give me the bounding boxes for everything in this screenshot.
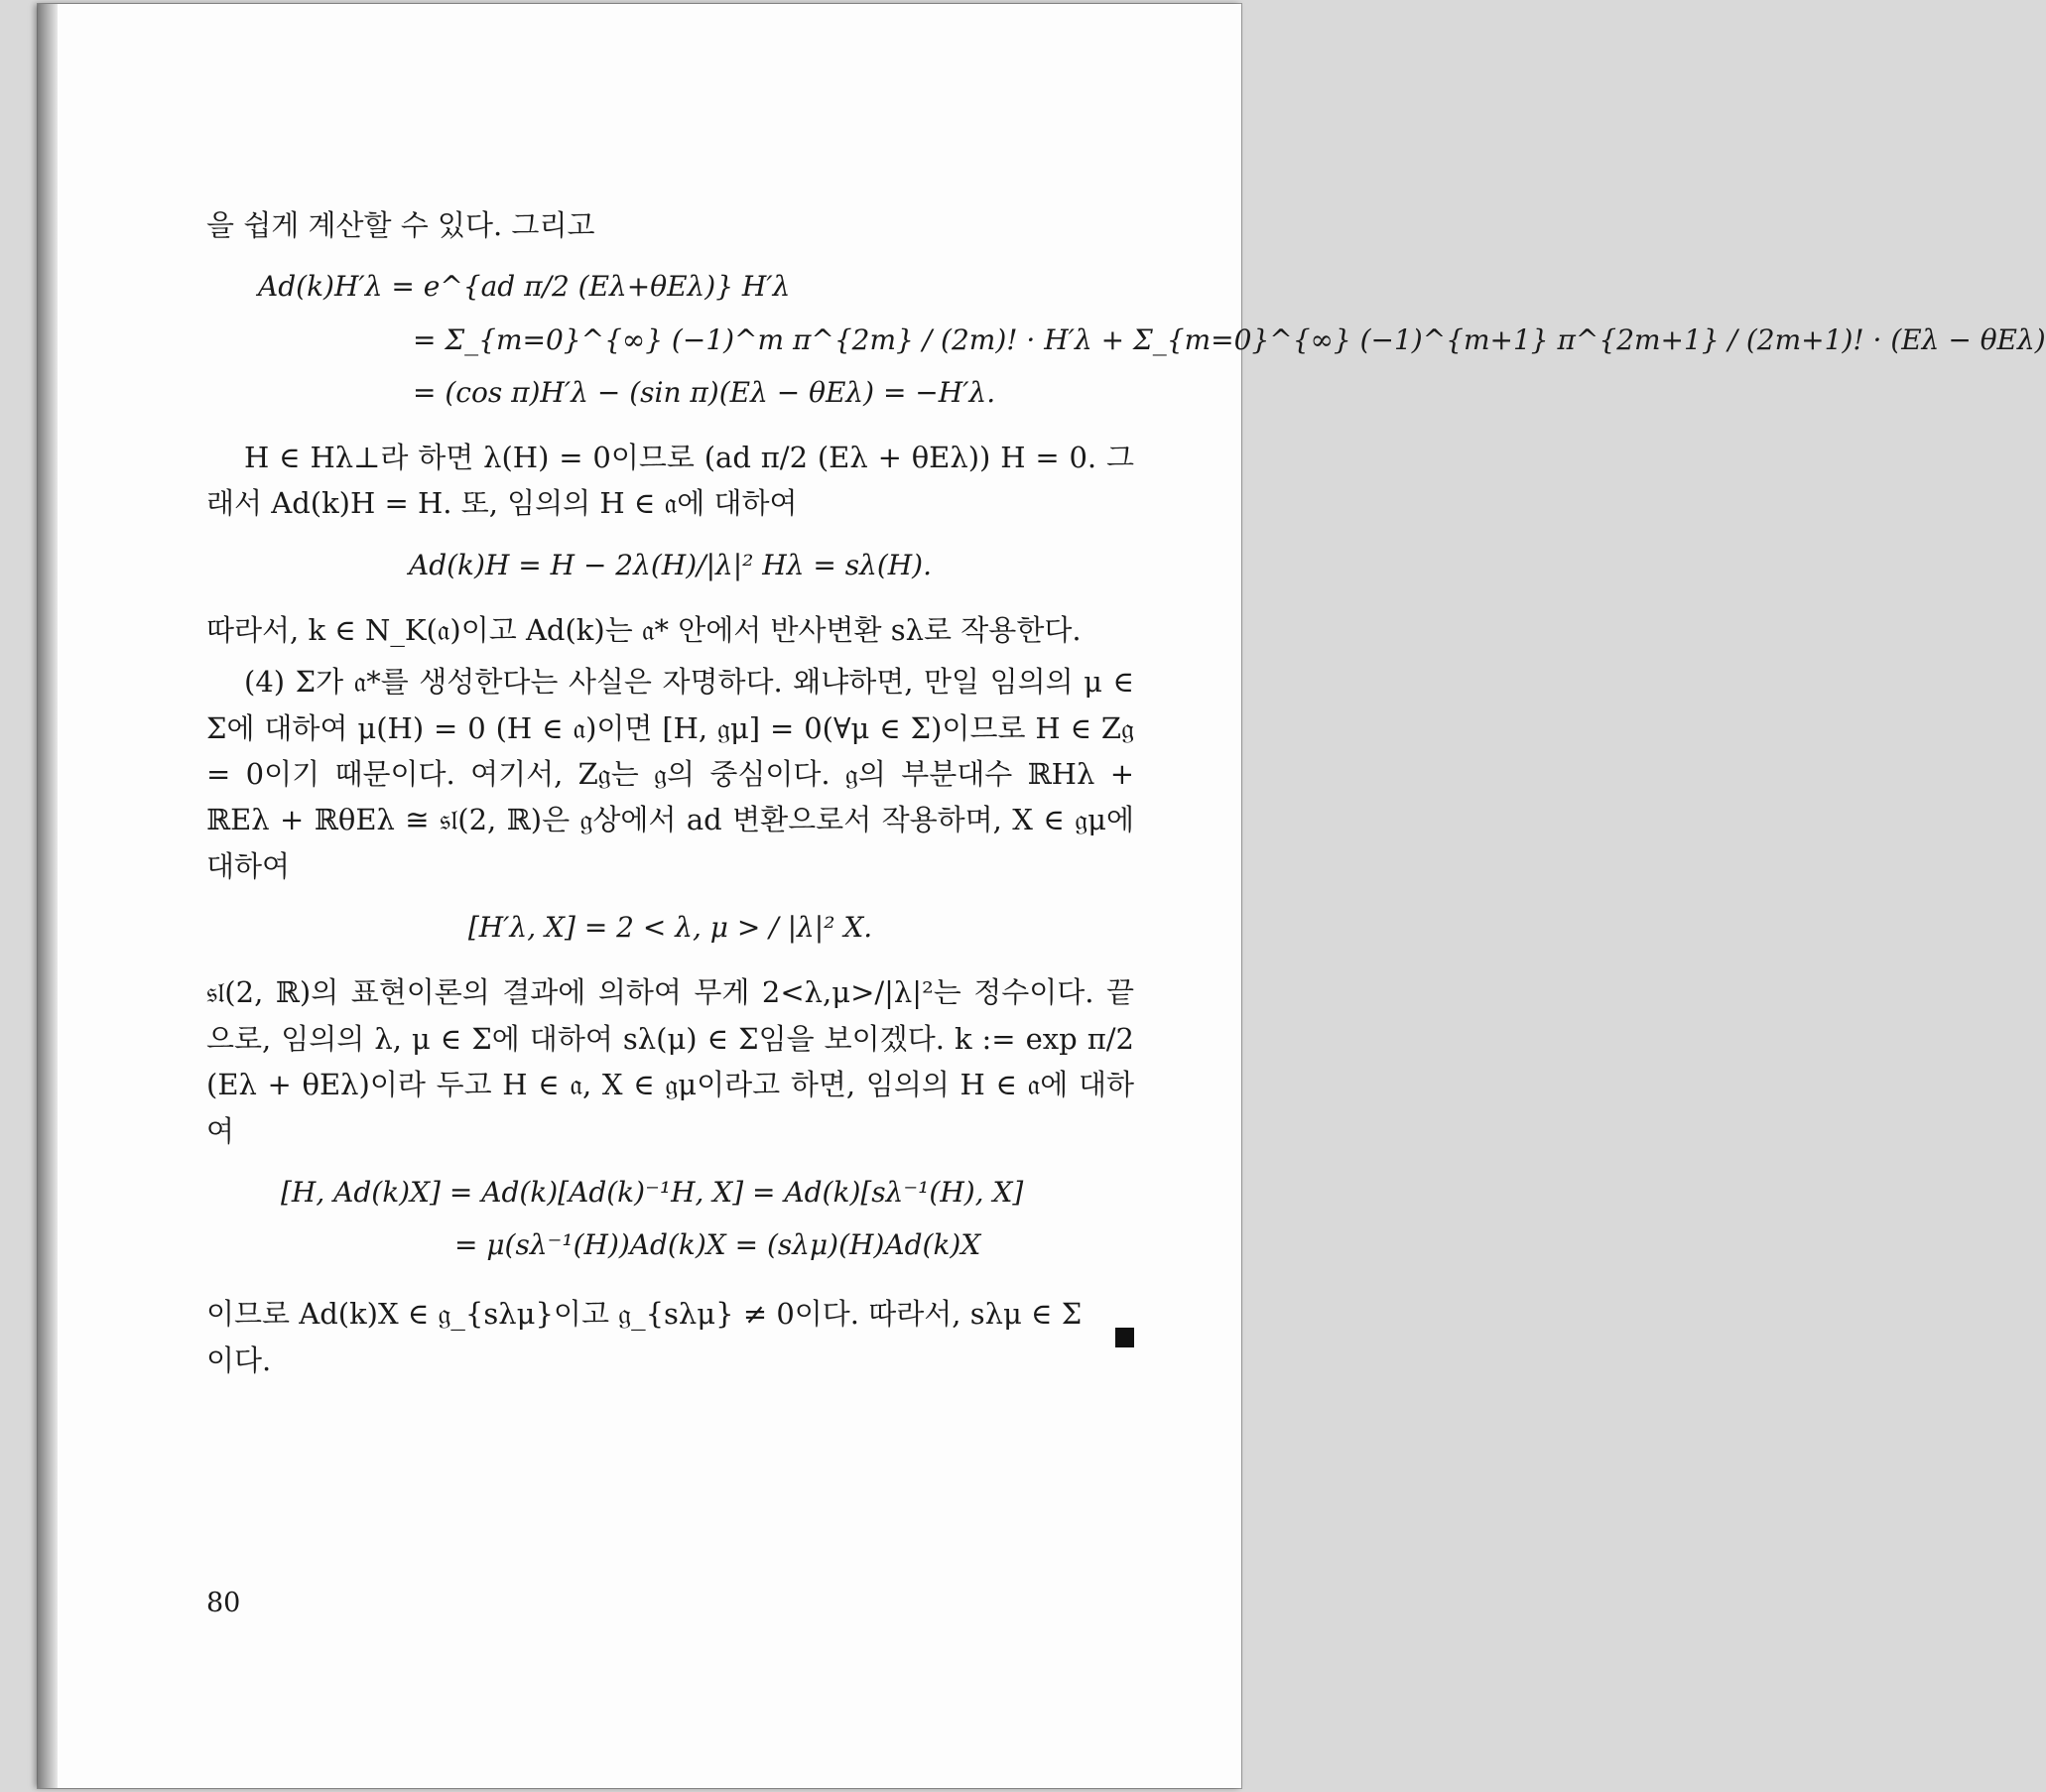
equation-line: = (cos π)H′λ − (sin π)(Eλ − θEλ) = −H′λ. bbox=[413, 375, 996, 409]
paragraph-3: 따라서, k ∈ N_K(𝔞)이고 Ad(k)는 𝔞* 안에서 반사변환 sλ로 작용한다. bbox=[206, 612, 1082, 647]
paragraph-2: H ∈ Hλ⊥라 하면 λ(H) = 0이므로 (ad π/2 (Eλ + θEλ)) H = 0. 그래서 Ad(k)H = H. 또, 임의의 H ∈ 𝔞에 대하여 bbox=[206, 440, 1134, 521]
qed-square-icon bbox=[1115, 1328, 1134, 1347]
final-line bbox=[206, 1291, 1134, 1383]
equation-block-1 bbox=[206, 260, 2046, 419]
equation-line: Ad(k)H = H − 2λ(H)/|λ|² Hλ = sλ(H). bbox=[408, 548, 933, 581]
equation-block-3 bbox=[206, 901, 1134, 954]
equation-line: Ad(k)H′λ = e^{ad π/2 (Eλ+θEλ)} H′λ bbox=[258, 270, 791, 304]
paragraph-4: (4) Σ가 𝔞*를 생성한다는 사실은 자명하다. 왜냐하면, 만일 임의의 μ ∈ Σ에 대하여 μ(H) = 0 (H ∈ 𝔞)이면 [H, 𝔤μ] = 0(∀μ ∈ Σ)이므로 H ∈ Z𝔤 = 0이기 때문이다. 여기서, Z𝔤는 𝔤의 중심이다. 𝔤의 부분대수 ℝHλ + ℝEλ + ℝθEλ ≅ 𝔰𝔩(2, ℝ)은 𝔤상에서 ad 변환으로서 작용하며, X ∈ 𝔤μ에 대하여 bbox=[206, 665, 1134, 883]
book-spine bbox=[38, 4, 58, 1788]
page-number: 80 bbox=[206, 1588, 241, 1618]
paragraph-5: 𝔰𝔩(2, ℝ)의 표현이론의 결과에 의하여 무게 2<λ,μ>/|λ|²는 정수이다. 끝으로, 임의의 λ, μ ∈ Σ에 대하여 sλ(μ) ∈ Σ임을 보이겠다. k := exp π/2 (Eλ + θEλ)이라 두고 H ∈ 𝔞, X ∈ 𝔤μ이라고 하면, 임의의 H ∈ 𝔞에 대하여 bbox=[206, 975, 1134, 1148]
equation-line: = μ(sλ⁻¹(H))Ad(k)X = (sλμ)(H)Ad(k)X bbox=[454, 1228, 981, 1262]
equation-block-2 bbox=[206, 539, 1134, 591]
equation-line: [H′λ, X] = 2 < λ, μ > / |λ|² X. bbox=[467, 911, 873, 945]
equation-line: [H, Ad(k)X] = Ad(k)[Ad(k)⁻¹H, X] = Ad(k)[sλ⁻¹(H), X] bbox=[281, 1176, 1024, 1210]
equation-block-4 bbox=[206, 1166, 1134, 1271]
page-content bbox=[206, 202, 2046, 1383]
book-page bbox=[38, 4, 2046, 1788]
equation-line: = Σ_{m=0}^{∞} (−1)^m π^{2m} / (2m)! · H′λ + Σ_{m=0}^{∞} (−1)^{m+1} π^{2m+1} / (2m+1)! · (Eλ − θEλ) bbox=[413, 322, 2046, 356]
final-text: 이므로 Ad(k)X ∈ 𝔤_{sλμ}이고 𝔤_{sλμ} ≠ 0이다. 따라서, sλμ ∈ Σ이다. bbox=[206, 1297, 1083, 1377]
intro-text: 을 쉽게 계산할 수 있다. 그리고 bbox=[206, 208, 595, 242]
